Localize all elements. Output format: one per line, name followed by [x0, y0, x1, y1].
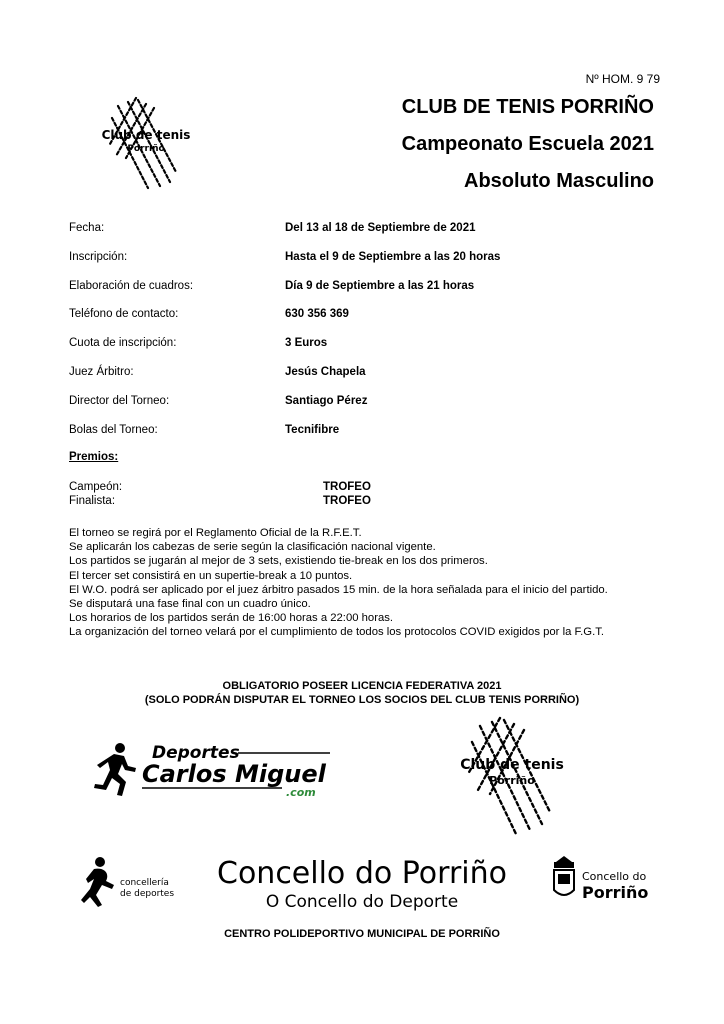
deportes-text: Deportes — [152, 743, 240, 763]
prize-value: TROFEO — [323, 481, 371, 493]
de-deportes-text: de deportes — [120, 889, 175, 899]
rule-line: El torneo se regirá por el Reglamento Oficial de la R.F.E.T. — [69, 527, 362, 539]
porrino-text: Porriño — [582, 883, 649, 902]
concello-do-text: Concello do — [582, 870, 647, 883]
info-value: Día 9 de Septiembre a las 21 horas — [285, 279, 475, 292]
rule-line: Los horarios de los partidos serán de 16:00 horas a 22:00 horas. — [69, 612, 394, 625]
concello-do-deporte-text: O Concello do Deporte — [265, 892, 459, 912]
tournament-rules — [69, 526, 608, 640]
info-value: Jesús Chapela — [285, 365, 366, 378]
info-row — [69, 280, 669, 309]
info-value: 630 356 369 — [285, 308, 349, 321]
prize-row — [69, 481, 371, 495]
rule-line: Se aplicarán los cabezas de serie según la clasificación nacional vigente. — [69, 541, 436, 554]
info-value: Hasta el 9 de Septiembre a las 20 horas — [285, 250, 501, 263]
club-tenis-logo — [76, 96, 216, 196]
crest-icon — [554, 856, 574, 895]
club-title: CLUB DE TENIS PORRIÑO — [401, 96, 654, 118]
info-label: Inscripción: — [69, 250, 128, 263]
prize-value: TROFEO — [323, 495, 371, 507]
deportes-carlos-miguel-logo — [90, 740, 340, 800]
club-tenis-logo-footer — [428, 716, 598, 840]
info-value: Tecnifibre — [285, 423, 340, 436]
prizes-heading: Premios: — [69, 451, 119, 463]
license-notice: OBLIGATORIO POSEER LICENCIA FEDERATIVA 2021 — [222, 680, 502, 692]
dotcom-text: .com — [286, 786, 316, 799]
prize-row — [69, 495, 371, 509]
category-title: Absoluto Masculino — [464, 170, 654, 192]
info-row — [69, 222, 669, 251]
info-value: Santiago Pérez — [285, 394, 368, 407]
prizes-list — [69, 481, 371, 509]
info-label: Teléfono de contacto: — [69, 308, 179, 321]
info-row — [69, 366, 669, 395]
info-label: Cuota de inscripción: — [69, 337, 177, 350]
info-value: Del 13 al 18 de Septiembre de 2021 — [285, 222, 476, 234]
info-label: Director del Torneo: — [69, 394, 170, 407]
concello-do-porrino-logo — [198, 852, 526, 914]
rule-line: El W.O. podrá ser aplicado por el juez árbitro pasados 15 min. de la hora señalada para el inicio del partido. — [69, 583, 608, 596]
info-value: 3 Euros — [285, 337, 328, 350]
concello-do-porrino-text: Concello do Porriño — [217, 856, 507, 891]
footer-venue: CENTRO POLIDEPORTIVO MUNICIPAL DE PORRIÑO — [224, 928, 500, 940]
info-row — [69, 395, 669, 424]
homologation-number: Nº HOM. 9 79 — [585, 72, 660, 86]
club-logo-text-1: Club de tenis — [101, 128, 191, 142]
members-notice: (SOLO PODRÁN DISPUTAR EL TORNEO LOS SOCIOS DEL CLUB TENIS PORRIÑO) — [144, 694, 580, 706]
rule-line: El tercer set consistirá en un supertie-break a 10 puntos. — [69, 569, 353, 582]
prize-label: Campeón: — [69, 481, 123, 493]
club-logo-text-1: Club de tenis — [460, 757, 564, 773]
carlos-miguel-text: Carlos Miguel — [142, 760, 326, 788]
info-label: Juez Árbitro: — [69, 365, 134, 378]
championship-title: Campeonato Escuela 2021 — [401, 133, 654, 155]
club-logo-text-2: Porriño — [489, 774, 535, 787]
info-label: Bolas del Torneo: — [69, 423, 158, 436]
info-row — [69, 337, 669, 366]
info-label: Fecha: — [69, 222, 105, 234]
tournament-info — [69, 222, 669, 452]
info-row — [69, 308, 669, 337]
rule-line: Se disputará una fase final con un cuadro único. — [69, 598, 311, 611]
concelleria-deportes-logo — [80, 855, 190, 911]
rule-line: La organización del torneo velará por el cumplimiento de todos los protocolos COVID exigidos por la F.G.T. — [69, 626, 604, 639]
info-row — [69, 424, 669, 453]
concello-porrino-crest-logo — [550, 852, 660, 910]
info-row — [69, 251, 669, 280]
info-label: Elaboración de cuadros: — [69, 279, 194, 292]
concelleria-text: concellería — [120, 878, 169, 888]
runner-icon — [81, 857, 114, 907]
club-logo-text-2: Porriño — [127, 144, 165, 154]
prize-label: Finalista: — [69, 495, 116, 507]
runner-icon — [94, 743, 136, 796]
rule-line: Los partidos se jugarán al mejor de 3 sets, existiendo tie-break en los dos primeros. — [69, 555, 488, 568]
